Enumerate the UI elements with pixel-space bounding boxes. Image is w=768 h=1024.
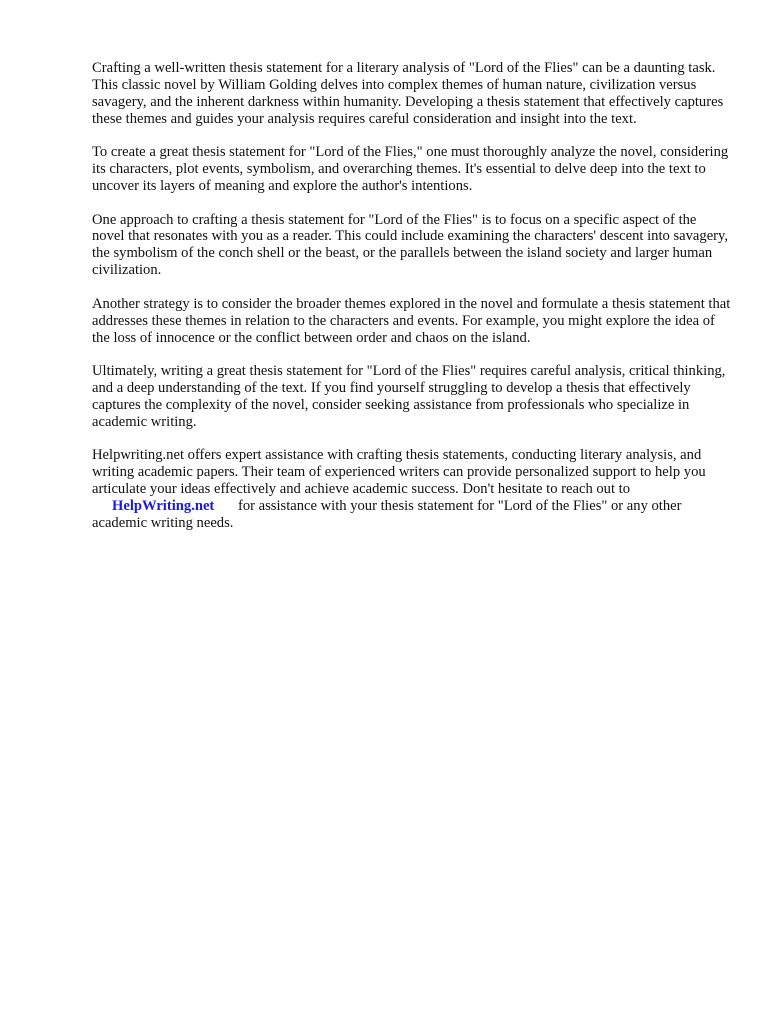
paragraph-strategy: Another strategy is to consider the broader themes explored in the novel and formulate a thesis statement that addresses these themes in relation to the characters and events. For example, you might explore the idea of the loss of innocence or the conflict between order and chaos on the island.	[92, 295, 731, 346]
paragraph-approach: One approach to crafting a thesis statement for "Lord of the Flies" is to focus on a specific aspect of the novel that resonates with you as a reader. This could include examining the characters' descent into savagery, the symbolism of the conch shell or the beast, or the parallels between the island society and larger human civilization.	[92, 211, 729, 279]
helpwriting-text-after: for assistance with your thesis statement for "Lord of the Flies" or any other academic writing needs.	[92, 498, 682, 531]
document-page	[92, 60, 732, 548]
helpwriting-text-before: Helpwriting.net offers expert assistance with crafting thesis statements, conducting literary analysis, and writing academic papers. Their team of experienced writers can provide personalized support to help you articulate your ideas effectively and achieve academic success. Don't hesitate to reach out to	[92, 447, 706, 498]
helpwriting-link[interactable]: HelpWriting.net	[112, 498, 215, 514]
paragraph-intro: Crafting a well-written thesis statement for a literary analysis of "Lord of the Flies" can be a daunting task. This classic novel by William Golding delves into complex themes of human nature, civilization versus savagery, and the inherent darkness within humanity. Developing a thesis statement that effectively captures these themes and guides your analysis requires careful consideration and insight into the text.	[92, 60, 724, 127]
paragraph-helpwriting	[92, 447, 732, 532]
paragraph-analysis: To create a great thesis statement for "Lord of the Flies," one must thoroughly analyze the novel, considering its characters, plot events, symbolism, and overarching themes. It's essential to delve deep into the text to uncover its layers of meaning and explore the author's intentions.	[92, 144, 729, 195]
paragraph-conclusion: Ultimately, writing a great thesis statement for "Lord of the Flies" requires careful analysis, critical thinking, and a deep understanding of the text. If you find yourself struggling to develop a thesis that effectively captures the complexity of the novel, consider seeking assistance from professionals who specialize in academic writing.	[92, 363, 726, 430]
